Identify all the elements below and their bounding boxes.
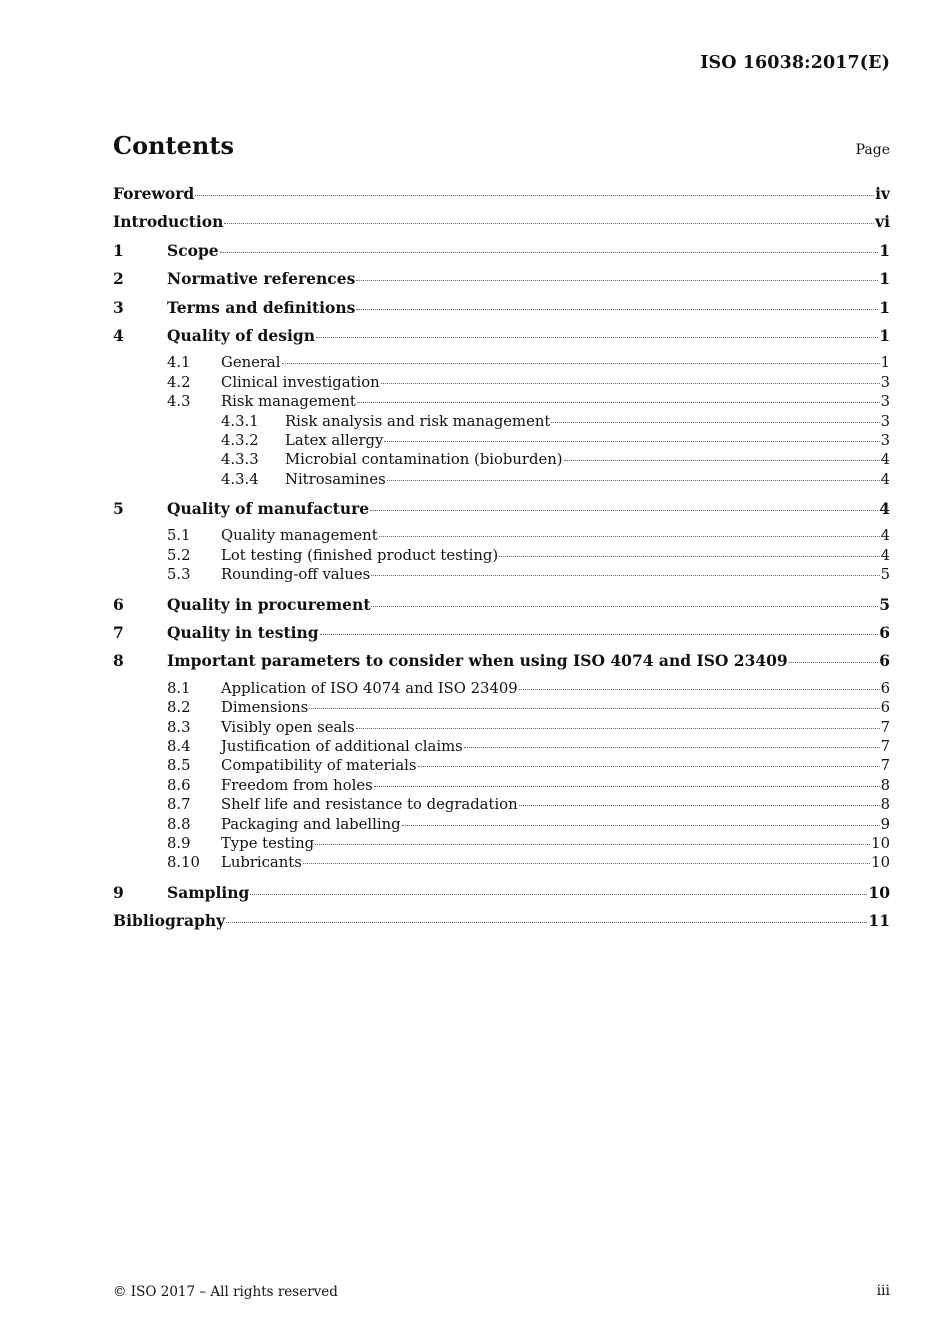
toc-entry-title: Visibly open seals [221,718,355,736]
toc-entry-number: 8.8 [167,815,191,833]
dot-leader [320,634,879,635]
toc-entry-page: 6 [879,651,890,671]
toc-entry[interactable] [113,298,890,326]
toc-entry-page: 7 [880,718,890,736]
dot-leader [309,708,879,709]
dot-leader [356,728,880,729]
toc-entry-title: Normative references [167,269,356,289]
toc-entry-page: 4 [880,470,890,488]
toc-entry[interactable] [113,777,890,796]
toc-entry[interactable] [113,816,890,835]
toc-entry-page: 7 [880,737,890,755]
toc-entry[interactable] [113,738,890,757]
contents-heading: Contents [113,131,234,160]
dot-leader [384,441,879,442]
toc-entry-page: 1 [879,297,890,317]
dot-leader [789,662,878,663]
toc-entry[interactable] [113,451,890,470]
toc-entry[interactable] [113,354,890,373]
toc-entry-title: Quality in procurement [167,594,371,614]
dot-leader [315,844,870,845]
toc-entry-page: vi [875,212,890,232]
toc-entry[interactable] [113,699,890,718]
dot-leader [551,422,879,423]
toc-entry-title: General [221,354,281,372]
toc-entry-page: 6 [880,699,890,717]
document-id: ISO 16038:2017(E) [700,53,890,73]
toc-entry-title: Important parameters to consider when using ISO 4074 and ISO 23409 [167,651,788,671]
toc-entry[interactable] [113,527,890,546]
toc-entry-number: 4.3.1 [221,412,259,430]
toc-entry-page: 11 [868,911,890,931]
toc-entry-page: iv [875,184,890,203]
toc-entry-title: Quality of design [167,325,315,345]
toc-entry-title: Application of ISO 4074 and ISO 23409 [221,679,518,697]
dot-leader [519,805,880,806]
toc-entry[interactable] [113,651,890,679]
dot-leader [282,363,880,364]
toc-entry-number: 4.3.3 [221,451,259,469]
toc-entry-title: Freedom from holes [221,776,373,794]
toc-entry-number: 8 [113,651,124,671]
dot-leader [316,337,878,338]
toc-entry-title: Terms and definitions [167,297,356,317]
toc-entry[interactable] [113,471,890,490]
toc-entry-title: Justification of additional claims [221,737,463,755]
dot-leader [464,747,880,748]
toc-entry[interactable] [113,854,890,873]
page-number: iii [876,1283,890,1299]
toc-entry-number: 7 [113,623,124,643]
toc-entry-page: 10 [868,882,890,902]
toc-entry-number: 4.3 [167,393,191,411]
toc-entry-title: Quality management [221,527,378,545]
dot-leader [370,510,878,511]
table-of-contents [113,184,890,940]
dot-leader [374,786,880,787]
toc-entry-number: 6 [113,594,124,614]
toc-entry[interactable] [113,566,890,585]
toc-entry-number: 8.2 [167,699,191,717]
toc-entry-title: Dimensions [221,699,309,717]
toc-entry-page: 1 [880,354,890,372]
toc-entry-number: 5 [113,499,124,519]
page-column-label: Page [855,142,890,158]
toc-entry[interactable] [113,595,890,623]
toc-entry-number: 5.2 [167,546,191,564]
dot-leader [564,460,880,461]
toc-entry-title: Scope [167,240,219,260]
toc-entry-number: 8.10 [167,854,200,872]
toc-entry-title: Rounding-off values [221,566,371,584]
toc-entry-title: Risk analysis and risk management [285,412,551,430]
toc-entry-title: Quality of manufacture [167,499,370,519]
toc-entry[interactable] [113,623,890,651]
toc-entry-number: 8.4 [167,737,191,755]
dot-leader [224,223,874,224]
toc-entry-title: Foreword [113,184,195,203]
toc-entry-title: Lubricants [221,854,302,872]
toc-entry[interactable] [113,326,890,354]
toc-entry-title: Risk management [221,393,356,411]
toc-entry-number: 8.7 [167,796,191,814]
toc-entry-page: 9 [880,815,890,833]
toc-entry[interactable] [113,719,890,738]
toc-entry-number: 2 [113,269,124,289]
toc-entry-number: 4.3.4 [221,470,259,488]
toc-entry-title: Lot testing (finished product testing) [221,546,499,564]
toc-entry-page: 5 [879,594,890,614]
dot-leader [220,252,879,253]
dot-leader [402,825,880,826]
toc-entry-page: 3 [880,393,890,411]
toc-entry[interactable] [113,212,890,240]
toc-entry-number: 8.6 [167,776,191,794]
toc-entry-title: Introduction [113,212,224,232]
toc-entry-title: Quality in testing [167,623,319,643]
toc-entry-number: 8.9 [167,834,191,852]
toc-entry-title: Nitrosamines [285,470,386,488]
toc-entry-number: 5.3 [167,566,191,584]
toc-entry-number: 3 [113,297,124,317]
toc-entry-title: Type testing [221,834,315,852]
toc-entry-number: 4.2 [167,373,191,391]
toc-entry-number: 5.1 [167,527,191,545]
toc-entry-page: 4 [880,527,890,545]
toc-entry[interactable] [113,413,890,432]
toc-entry-number: 4 [113,325,124,345]
toc-entry-page: 8 [880,796,890,814]
toc-entry-number: 8.5 [167,757,191,775]
toc-entry-number: 4.1 [167,354,191,372]
toc-entry-page: 4 [880,451,890,469]
toc-entry[interactable] [113,796,890,815]
dot-leader [195,195,874,196]
dot-leader [418,766,880,767]
toc-entry-page: 3 [880,373,890,391]
toc-entry[interactable] [113,911,890,939]
dot-leader [519,689,880,690]
toc-entry-title: Microbial contamination (bioburden) [285,451,563,469]
dot-leader [371,606,878,607]
toc-entry-number: 1 [113,240,124,260]
toc-entry-page: 10 [871,834,890,852]
toc-entry-page: 4 [880,546,890,564]
toc-entry[interactable] [113,184,890,212]
toc-entry[interactable] [113,241,890,269]
toc-entry-number: 9 [113,882,124,902]
toc-entry-title: Latex allergy [285,431,384,449]
toc-entry-page: 3 [880,412,890,430]
toc-entry-page: 10 [871,854,890,872]
toc-entry-page: 4 [879,499,890,519]
toc-entry-page: 1 [879,325,890,345]
toc-entry-page: 8 [880,776,890,794]
toc-entry-title: Clinical investigation [221,373,380,391]
toc-entry[interactable] [113,547,890,566]
toc-entry[interactable] [113,757,890,776]
toc-entry-page: 1 [879,269,890,289]
toc-entry-page: 3 [880,431,890,449]
copyright-notice: © ISO 2017 – All rights reserved [113,1284,338,1300]
dot-leader [226,922,867,923]
toc-entry-number: 4.3.2 [221,431,259,449]
dot-leader [357,402,880,403]
toc-entry-page: 1 [879,240,890,260]
dot-leader [250,894,867,895]
toc-entry[interactable] [113,835,890,854]
dot-leader [356,309,878,310]
toc-entry-page: 5 [880,566,890,584]
toc-entry-page: 6 [880,679,890,697]
dot-leader [499,556,879,557]
toc-entry-number: 8.1 [167,679,191,697]
toc-entry[interactable] [113,883,890,911]
toc-entry[interactable] [113,393,890,412]
toc-entry-number: 8.3 [167,718,191,736]
dot-leader [381,383,880,384]
dot-leader [387,480,880,481]
toc-entry-page: 7 [880,757,890,775]
toc-entry-title: Compatibility of materials [221,757,417,775]
dot-leader [356,280,878,281]
toc-entry[interactable] [113,374,890,393]
dot-leader [379,536,880,537]
dot-leader [303,863,870,864]
toc-entry[interactable] [113,269,890,297]
toc-entry-title: Bibliography [113,911,226,931]
toc-entry-title: Shelf life and resistance to degradation [221,796,518,814]
toc-entry-title: Sampling [167,882,250,902]
dot-leader [371,575,879,576]
toc-entry-title: Packaging and labelling [221,815,401,833]
toc-entry[interactable] [113,432,890,451]
toc-entry[interactable] [113,680,890,699]
toc-entry-page: 6 [879,623,890,643]
toc-entry[interactable] [113,499,890,527]
